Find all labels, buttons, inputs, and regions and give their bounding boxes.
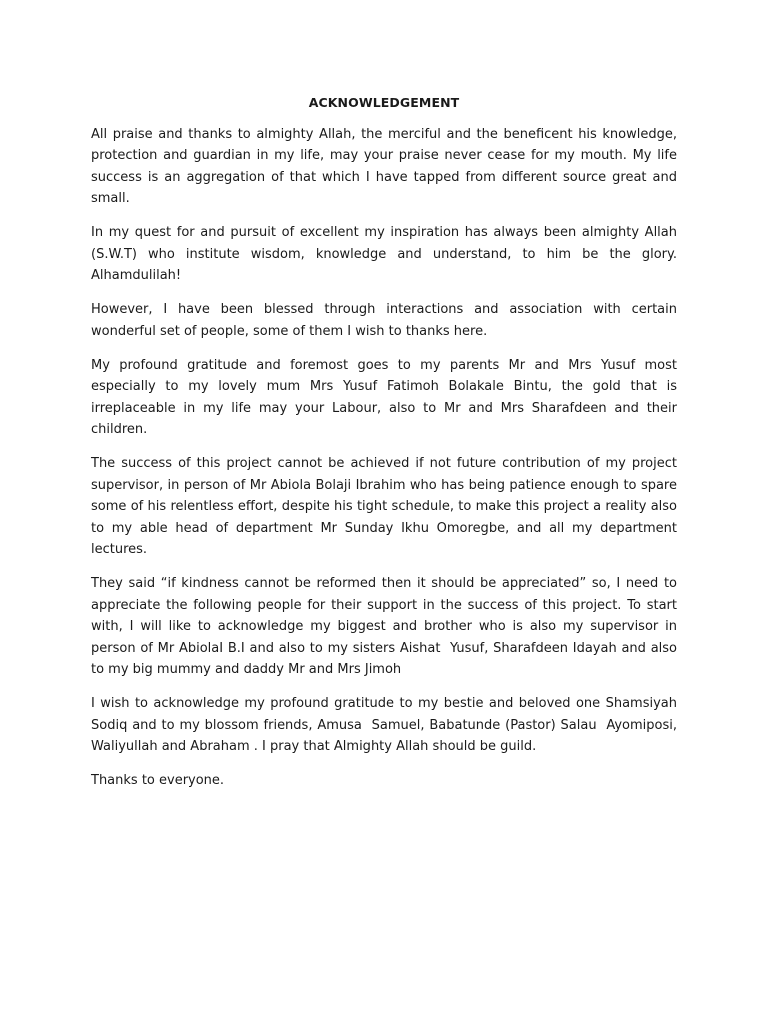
paragraph-supervisor: The success of this project cannot be achieved if not future contribution of my project supervisor, in person of Mr Abiola Bolaji Ibrahim who has being patience enough to spare some of his relentless effort, despite his tight schedule, to make this project a reality also to my able head of department Mr Sunday Ikhu Omoregbe, and all my department lectures. (91, 456, 682, 557)
paragraph-appreciation: They said “if kindness cannot be reformed then it should be appreciated” so, I need to appreciate the following people for their support in the success of this project. To start with, I will like to acknowledge my biggest and brother who is also my supervisor in person of Mr AbiolaI B.I and also to my sisters Aishat Yusuf, Sharafdeen Idayah and also to my big mummy and daddy Mr and Mrs Jimoh (91, 576, 682, 677)
paragraph-blessed: However, I have been blessed through interactions and association with certain wonderful set of people, some of them I wish to thanks here. (91, 302, 682, 339)
paragraph-praise: All praise and thanks to almighty Allah, the merciful and the beneficent his knowledge, protection and guardian in my life, may your praise never cease for my mouth. My life success is an aggregation of that which I have tapped from different source great and small. (91, 126, 682, 206)
paragraph-parents: My profound gratitude and foremost goes to my parents Mr and Mrs Yusuf most especially to my lovely mum Mrs Yusuf Fatimoh Bolakale Bintu, the gold that is irreplaceable in my life may your Labour, also to Mr and Mrs Sharafdeen and their children. (91, 357, 682, 437)
paragraph-inspiration: In my quest for and pursuit of excellent my inspiration has always been almighty Allah (S.W.T) who institute wisdom, knowledge and understand, to him be the glory. Alhamdulilah! (91, 225, 682, 283)
paragraph-friends: I wish to acknowledge my profound gratitude to my bestie and beloved one Shamsiyah Sodiq and to my blossom friends, Amusa Samuel, Babatunde (Pastor) Salau Ayomiposi, Waliyullah and Abraham . I pray that Almighty Allah should be guild. (91, 696, 686, 754)
page-title: ACKNOWLEDGEMENT (308, 95, 460, 110)
paragraph-closing: Thanks to everyone. (91, 773, 225, 788)
